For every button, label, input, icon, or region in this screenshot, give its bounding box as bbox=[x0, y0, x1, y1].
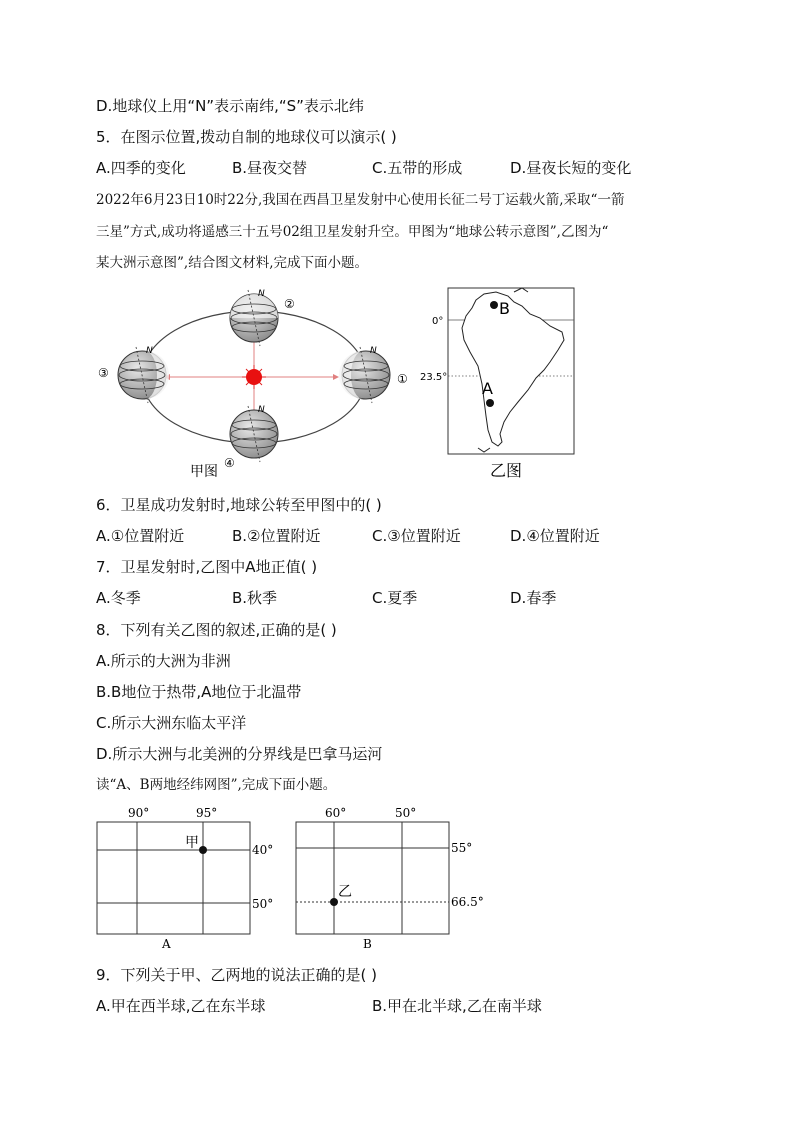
axis-n-1: N bbox=[370, 346, 377, 356]
figure-jia-revolution-diagram bbox=[94, 284, 424, 482]
grid-b-lon2: 50° bbox=[395, 806, 417, 820]
material-line-1: 2022年6月23日10时22分,我国在西昌卫星发射中心使用长征二号丁运载火箭,采取“一箭 bbox=[96, 192, 625, 208]
point-jia-label: 甲 bbox=[185, 835, 199, 851]
point-b-label: B bbox=[499, 299, 510, 318]
point-yi-dot bbox=[330, 898, 338, 906]
q6-option-d: D.④位置附近 bbox=[510, 527, 600, 545]
globe-position-4 bbox=[230, 406, 278, 462]
q7-option-d: D.春季 bbox=[510, 589, 557, 607]
globe-position-1 bbox=[339, 347, 390, 403]
grid-b-lon1: 60° bbox=[325, 806, 347, 820]
material-line-2: 三星”方式,成功将遥感三十五号02组卫星发射升空。甲图为“地球公转示意图”,乙图为“ bbox=[96, 224, 609, 240]
q7-option-a: A.冬季 bbox=[96, 589, 141, 607]
q4-option-d: D.地球仪上用“N”表示南纬,“S”表示北纬 bbox=[96, 97, 364, 115]
point-jia-dot bbox=[199, 846, 207, 854]
position-label-3: ③ bbox=[98, 366, 109, 380]
q7-stem: 7．卫星发射时,乙图中A地正值( ) bbox=[96, 558, 318, 576]
figure-jia-caption: 甲图 bbox=[190, 464, 218, 480]
q5-stem: 5．在图示位置,拨动自制的地球仪可以演示( ) bbox=[96, 128, 397, 146]
point-yi-label: 乙 bbox=[338, 884, 352, 900]
axis-n-3: N bbox=[146, 346, 153, 356]
label-tropic: 23.5° bbox=[420, 372, 448, 383]
q8-option-a: A.所示的大洲为非洲 bbox=[96, 652, 231, 670]
grid-b-figure bbox=[293, 800, 493, 952]
figure-yi-continent-map bbox=[418, 284, 578, 484]
point-a-dot bbox=[486, 399, 494, 407]
grid-a-lat2: 50° bbox=[252, 897, 274, 911]
globe-position-2 bbox=[230, 290, 278, 346]
q9-option-a: A.甲在西半球,乙在东半球 bbox=[96, 997, 266, 1015]
grid-b-caption: B bbox=[363, 937, 372, 951]
q5-option-b: B.昼夜交替 bbox=[232, 159, 308, 177]
figure-yi-caption: 乙图 bbox=[490, 461, 523, 480]
grid-b-lat1: 55° bbox=[451, 841, 473, 855]
q8-stem: 8．下列有关乙图的叙述,正确的是( ) bbox=[96, 621, 337, 639]
q8-option-c: C.所示大洲东临太平洋 bbox=[96, 714, 247, 732]
q9-option-b: B.甲在北半球,乙在南半球 bbox=[372, 997, 542, 1015]
q5-option-d: D.昼夜长短的变化 bbox=[510, 159, 632, 177]
q6-option-c: C.③位置附近 bbox=[372, 527, 461, 545]
point-a-label: A bbox=[482, 379, 493, 398]
position-label-4: ④ bbox=[224, 456, 235, 470]
grid-a-lon2: 95° bbox=[196, 806, 218, 820]
q8-option-d: D.所示大洲与北美洲的分界线是巴拿马运河 bbox=[96, 745, 383, 763]
grid-a-lat1: 40° bbox=[252, 843, 274, 857]
axis-n-2: N bbox=[258, 289, 265, 299]
position-label-1: ① bbox=[397, 372, 408, 386]
point-b-dot bbox=[490, 301, 498, 309]
q9-stem: 9．下列关于甲、乙两地的说法正确的是( ) bbox=[96, 966, 378, 984]
axis-n-4: N bbox=[258, 405, 265, 415]
q6-option-b: B.②位置附近 bbox=[232, 527, 321, 545]
grid-a-caption: A bbox=[162, 937, 171, 951]
q7-option-c: C.夏季 bbox=[372, 589, 418, 607]
label-equator: 0° bbox=[432, 316, 444, 327]
grid-a-figure bbox=[94, 800, 284, 952]
position-label-2: ② bbox=[284, 297, 295, 311]
q7-option-b: B.秋季 bbox=[232, 589, 278, 607]
globe-position-3 bbox=[118, 347, 169, 403]
material-line-3: 某大洲示意图”,结合图文材料,完成下面小题。 bbox=[96, 255, 368, 271]
grid-intro: 读“A、B两地经纬网图”,完成下面小题。 bbox=[96, 777, 337, 793]
q6-stem: 6．卫星成功发射时,地球公转至甲图中的( ) bbox=[96, 496, 382, 514]
q8-option-b: B.B地位于热带,A地位于北温带 bbox=[96, 683, 302, 701]
q5-option-a: A.四季的变化 bbox=[96, 159, 186, 177]
sun-icon bbox=[242, 365, 266, 389]
q6-option-a: A.①位置附近 bbox=[96, 527, 185, 545]
grid-b-lat2: 66.5° bbox=[451, 895, 484, 909]
grid-a-lon1: 90° bbox=[128, 806, 150, 820]
q5-option-c: C.五带的形成 bbox=[372, 159, 463, 177]
